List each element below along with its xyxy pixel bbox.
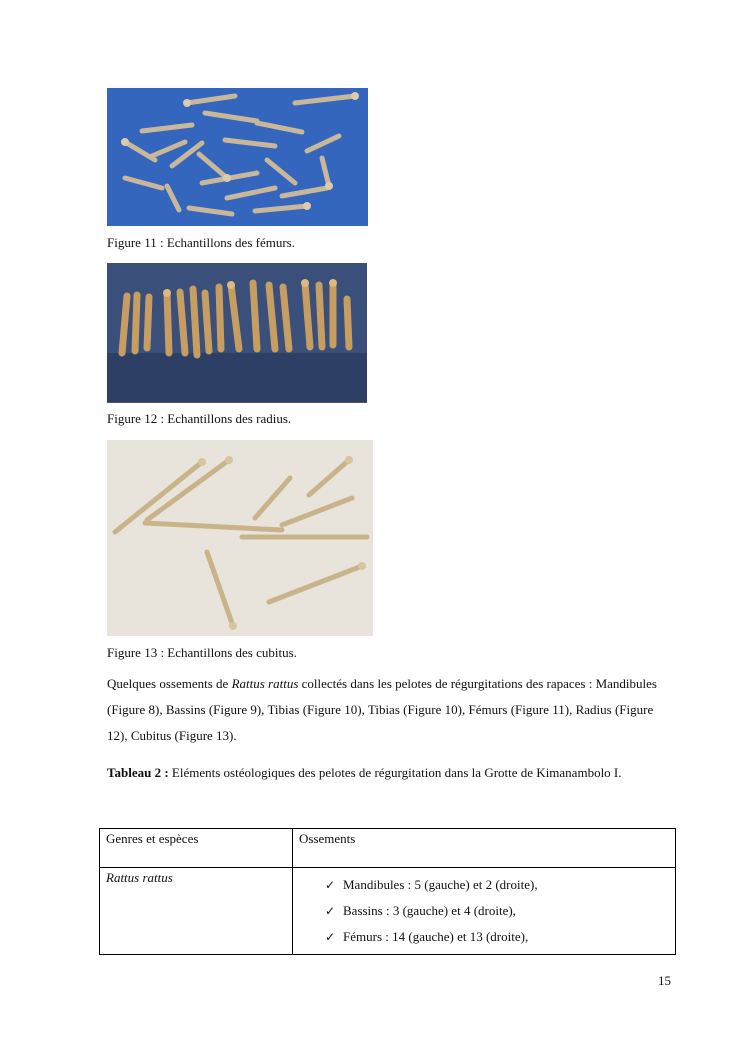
table-header-cell: [100, 829, 293, 868]
table-row: [100, 868, 676, 955]
figure-11-caption: Figure 11 : Echantillons des fémurs.: [107, 235, 295, 250]
row-species: Rattus rattus: [106, 870, 173, 885]
checkmark-icon: ✓: [325, 904, 336, 918]
table-header-cell: [293, 829, 676, 868]
list-item: [325, 872, 675, 898]
header-ossements: Ossements: [299, 831, 356, 846]
checkmark-icon: ✓: [325, 878, 336, 892]
body-paragraph: [107, 671, 677, 749]
list-item: [325, 924, 675, 950]
figure-13-caption: Figure 13 : Echantillons des cubitus.: [107, 645, 297, 660]
radius-photo-drawing: [107, 263, 367, 402]
paragraph-rest: collectés dans les pelotes de régurgitations des rapaces : Mandibules (Figure 8), Bassins (Figure 9), Tibias (Figure 10), Tibias (Figure 10), Fémurs (Figure 11), Radius (Figure 12), Cubitus (Figure 13).: [107, 676, 657, 743]
table-cell-species: [100, 868, 293, 955]
cubitus-photo-drawing: [107, 440, 373, 636]
list-item-text: Fémurs : 14 (gauche) et 13 (droite),: [343, 929, 529, 944]
list-item-text: Mandibules : 5 (gauche) et 2 (droite),: [343, 877, 538, 892]
list-item-text: Bassins : 3 (gauche) et 4 (droite),: [343, 903, 516, 918]
table-caption-text: Eléments ostéologiques des pelotes de régurgitation dans la Grotte de Kimanambolo I.: [168, 765, 622, 780]
checkmark-icon: ✓: [325, 930, 336, 944]
osteology-table: [99, 828, 676, 955]
figure-12-photo: [107, 263, 367, 403]
femurs-photo-drawing: [107, 88, 368, 226]
figure-12-caption: Figure 12 : Echantillons des radius.: [107, 411, 292, 426]
table-cell-bones: [293, 868, 676, 955]
paragraph-species: Rattus rattus: [231, 676, 299, 691]
table-header-row: [100, 829, 676, 868]
paragraph-intro: Quelques ossements de: [107, 676, 232, 691]
table-caption-label: Tableau 2 :: [107, 765, 169, 780]
bones-list: [293, 868, 675, 954]
header-genres-especes: Genres et espèces: [106, 831, 199, 846]
figure-13-photo: [107, 440, 373, 636]
figure-11-photo: [107, 88, 368, 226]
table-caption: [107, 760, 677, 786]
page-number: 15: [658, 973, 671, 988]
list-item: [325, 898, 675, 924]
